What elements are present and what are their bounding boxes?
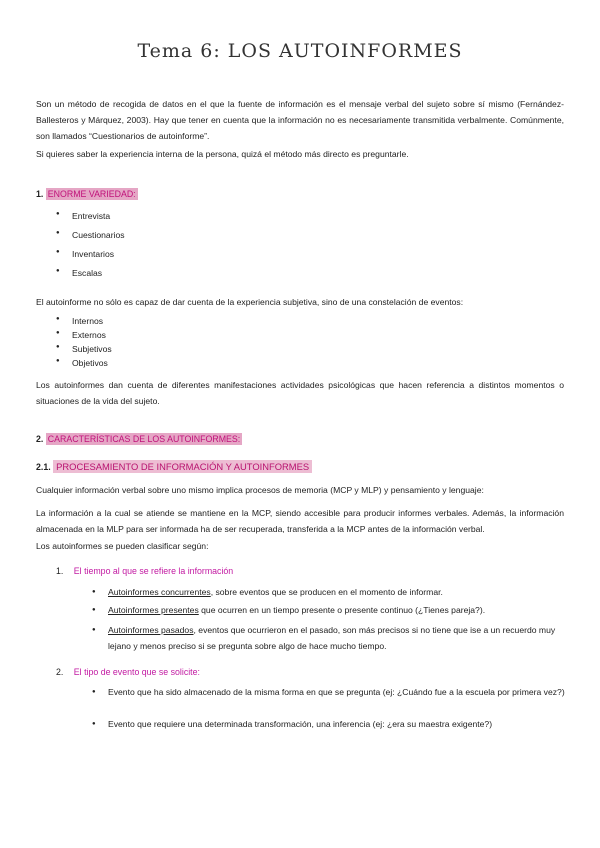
list-item: ● Entrevista bbox=[56, 211, 125, 230]
list-item-text: Evento que requiere una determinada transformación, una inferencia (ej: ¿era su maestra exigente?) bbox=[108, 719, 493, 729]
list-item bbox=[92, 622, 568, 654]
classification-1-number: 1. bbox=[56, 566, 64, 576]
bullet-icon: ● bbox=[92, 627, 96, 633]
classification-1-label: El tiempo al que se refiere la información bbox=[73, 566, 234, 576]
list-item bbox=[92, 684, 568, 700]
list-item-text: Evento que ha sido almacenado de la misma forma en que se pregunta (ej: ¿Cuándo fue a la escuela por primera vez?) bbox=[108, 687, 565, 697]
bullet-icon: ● bbox=[92, 607, 96, 613]
classification-2-label: El tipo de evento que se solicite: bbox=[73, 667, 200, 677]
section-2-heading bbox=[36, 434, 242, 444]
section-1-title: ENORME VARIEDAD: bbox=[47, 189, 136, 199]
section-1-type-list bbox=[56, 211, 125, 287]
section-1-paragraph-2: Los autoinformes dan cuenta de diferentes manifestaciones actividades psicológicas que hacen referencia a distintos momentos o situaciones de la vida del sujeto. bbox=[36, 380, 564, 406]
classification-2-heading bbox=[56, 667, 200, 677]
section-2-paragraph-1: Cualquier información verbal sobre uno mismo implica procesos de memoria (MCP y MLP) y pensamiento y lenguaje: bbox=[36, 485, 484, 495]
list-item: ● Subjetivos bbox=[56, 344, 112, 358]
list-item-term: Autoinformes pasados bbox=[108, 625, 194, 635]
classification-1-heading bbox=[56, 566, 233, 576]
subsection-2-1-title: PROCESAMIENTO DE INFORMACIÓN Y AUTOINFORMES bbox=[53, 460, 312, 473]
classification-2-number: 2. bbox=[56, 667, 64, 677]
section-1-event-list bbox=[56, 316, 112, 372]
section-2-paragraph-3: Los autoinformes se pueden clasificar según: bbox=[36, 541, 209, 551]
section-2-paragraph-2: La información a la cual se atiende se mantiene en la MCP, siendo accesible para producir informes verbales. Además, la información almacenada en la MLP para ser informada ha de ser recuperada, transferida a la MCP antes de la información verbal. bbox=[36, 508, 564, 534]
list-item bbox=[92, 584, 568, 600]
section-2-number: 2. bbox=[36, 434, 44, 444]
list-item-term: Autoinformes presentes bbox=[108, 605, 199, 615]
section-1-number: 1. bbox=[36, 189, 44, 199]
section-1-paragraph-1: El autoinforme no sólo es capaz de dar cuenta de la experiencia subjetiva, sino de una constelación de eventos: bbox=[36, 297, 464, 307]
list-item: ● Objetivos bbox=[56, 358, 112, 372]
section-1-heading bbox=[36, 189, 138, 199]
list-item: ● Cuestionarios bbox=[56, 230, 125, 249]
intro-paragraph-2: Si quieres saber la experiencia interna de la persona, quizá el método más directo es preguntarle. bbox=[36, 149, 409, 159]
intro-paragraph-1: Son un método de recogida de datos en el que la fuente de información es el mensaje verbal del sujeto sobre sí mismo (Fernández-Ballesteros y Márquez, 2003). Hay que tener en cuenta que la información no es necesariamente transmitida verbalmente. Comúnmente, son llamados “Cuestionarios de autoinforme”. bbox=[36, 99, 564, 141]
list-item-text: , eventos que ocurrieron en el pasado, son más precisos si no tiene que ise a un recuerdo muy lejano y menos preciso si se pregunta sobre algo de hace mucho tiempo. bbox=[108, 625, 556, 651]
subsection-2-1-heading bbox=[36, 461, 312, 472]
list-item: ● Externos bbox=[56, 330, 112, 344]
section-2-title: CARACTERÍSTICAS DE LOS AUTOINFORMES: bbox=[47, 434, 241, 444]
list-item: ● Escalas bbox=[56, 268, 125, 287]
list-item-text: , sobre eventos que se producen en el momento de informar. bbox=[210, 587, 443, 597]
bullet-icon: ● bbox=[92, 589, 96, 595]
bullet-icon: ● bbox=[92, 689, 96, 695]
list-item: ● Inventarios bbox=[56, 249, 125, 268]
page-title: Tema 6: LOS AUTOINFORMES bbox=[137, 40, 463, 62]
list-item bbox=[92, 602, 568, 618]
subsection-2-1-number: 2.1. bbox=[36, 462, 51, 472]
list-item-text: que ocurren en un tiempo presente o presente continuo (¿Tienes pareja?). bbox=[198, 605, 486, 615]
list-item bbox=[92, 716, 568, 732]
bullet-icon: ● bbox=[92, 721, 96, 727]
list-item: ● Internos bbox=[56, 316, 112, 330]
list-item-term: Autoinformes concurrentes bbox=[108, 587, 211, 597]
